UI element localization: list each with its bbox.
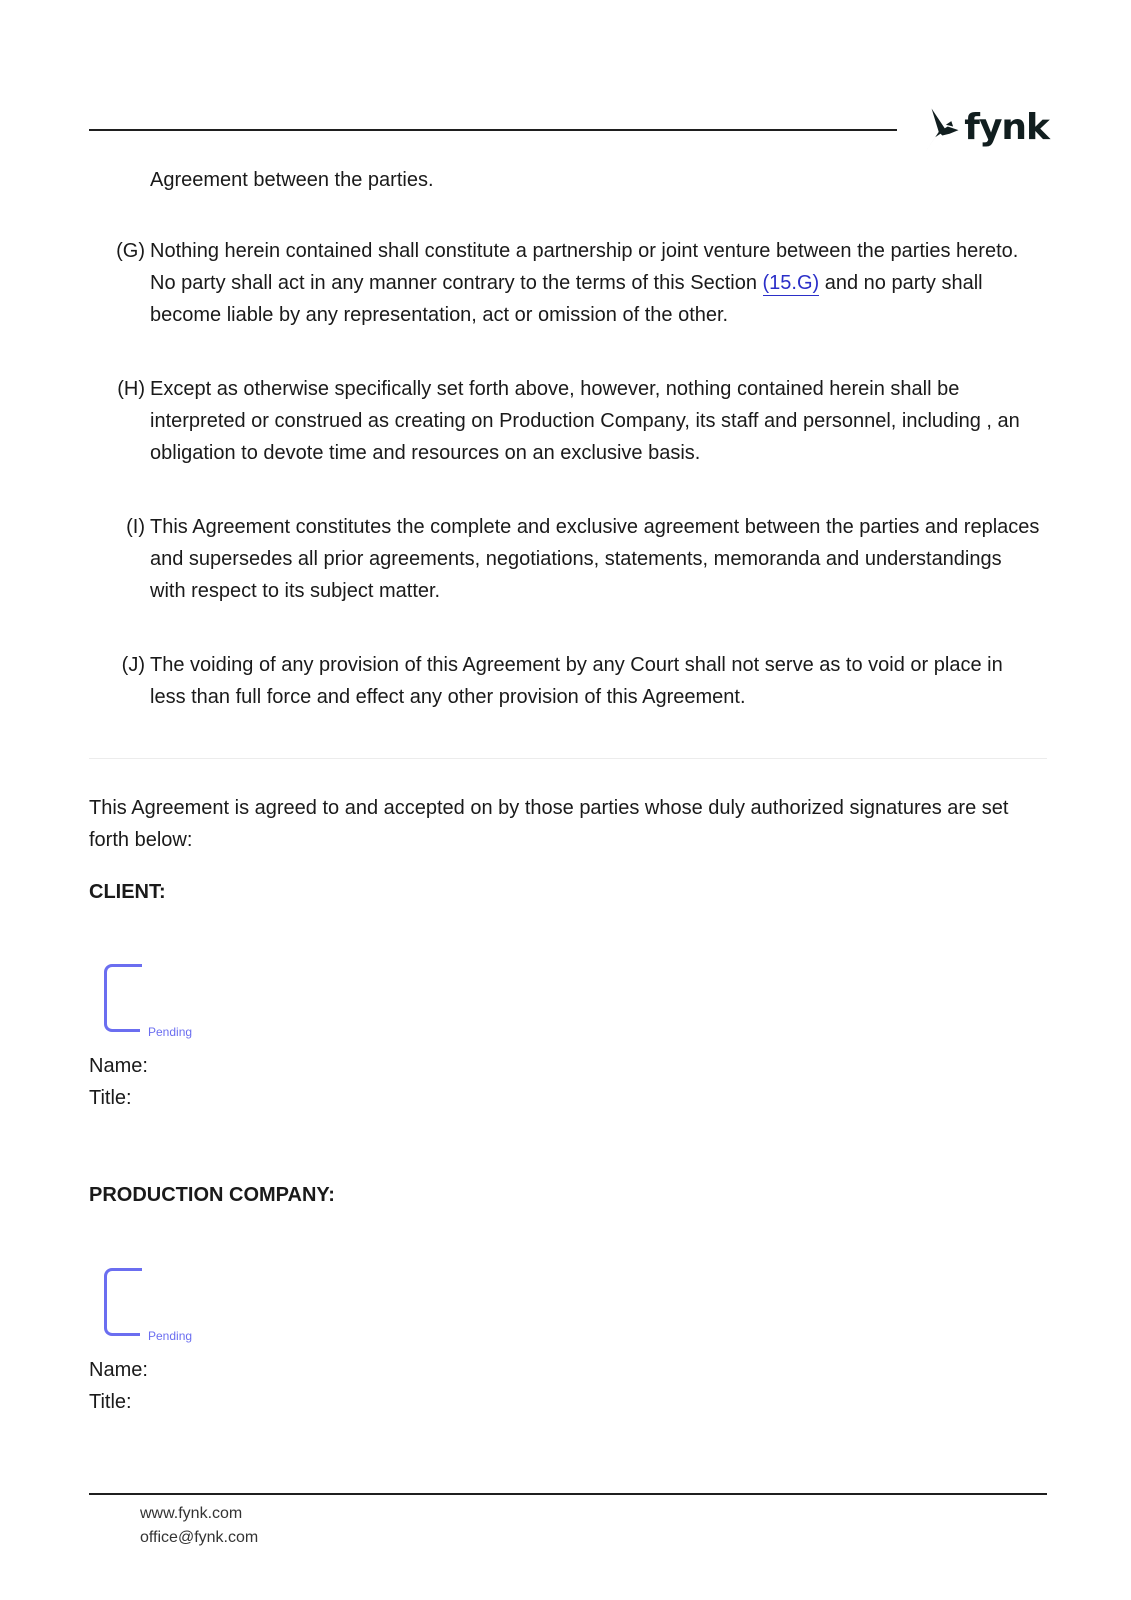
- section-reference-link[interactable]: (15.G): [762, 272, 820, 294]
- clause-text: Except as otherwise specifically set forth above, however, nothing contained herein shall be interpreted or construed as creating on Production Company, its staff and personnel, including , an obligation to devote time and resources on an exclusive basis.: [150, 378, 1020, 464]
- clause-letter: (H): [117, 378, 145, 400]
- clause-j: [89, 649, 1049, 713]
- clause-i: [89, 511, 1049, 607]
- bird-logo-icon: [919, 104, 960, 158]
- fynk-logo: [919, 103, 1049, 159]
- signature-intro: This Agreement is agreed to and accepted on by those parties whose duly authorized signatures are set forth below:: [89, 797, 1009, 851]
- clause-continuation: Agreement between the parties.: [150, 169, 434, 191]
- header-rule: [89, 129, 897, 131]
- clause-letter: (G): [116, 240, 145, 262]
- client-signature-status: Pending: [148, 1025, 193, 1039]
- clause-letter: (I): [126, 516, 145, 538]
- clause-text: The voiding of any provision of this Agreement by any Court shall not serve as to void or place in less than full force and effect any other provision of this Agreement.: [150, 654, 1003, 708]
- production-company-signature-status: Pending: [148, 1329, 193, 1343]
- production-company-signature-field[interactable]: [104, 1268, 140, 1336]
- production-company-label: PRODUCTION COMPANY:: [89, 1184, 335, 1206]
- clause-g: [89, 235, 1049, 331]
- clause-text: [150, 235, 1040, 331]
- client-title-label: Title:: [89, 1087, 132, 1109]
- clause-letter: (J): [121, 654, 145, 676]
- logo-wordmark: fynk: [964, 107, 1049, 148]
- client-signature-field[interactable]: [104, 964, 140, 1032]
- clause-h: [89, 373, 1049, 469]
- footer-website: www.fynk.com: [140, 1505, 243, 1522]
- clause-text-part: Nothing herein contained shall constitute a partnership or joint venture between the parties hereto. No party shall act in any manner contrary to the terms of this Section: [150, 240, 1019, 294]
- production-company-name-label: Name:: [89, 1359, 148, 1381]
- footer-rule: [89, 1493, 1047, 1495]
- clause-text: This Agreement constitutes the complete and exclusive agreement between the parties and replaces and supersedes all prior agreements, negotiations, statements, memoranda and understandings with respect to its subject matter.: [150, 516, 1040, 602]
- client-label: CLIENT:: [89, 881, 166, 903]
- section-divider: [89, 758, 1047, 759]
- client-name-label: Name:: [89, 1055, 148, 1077]
- clause-text-part: and no party shall become liable by any representation, act or omission of the other.: [150, 272, 983, 326]
- production-company-title-label: Title:: [89, 1391, 132, 1413]
- footer-email: office@fynk.com: [140, 1529, 259, 1546]
